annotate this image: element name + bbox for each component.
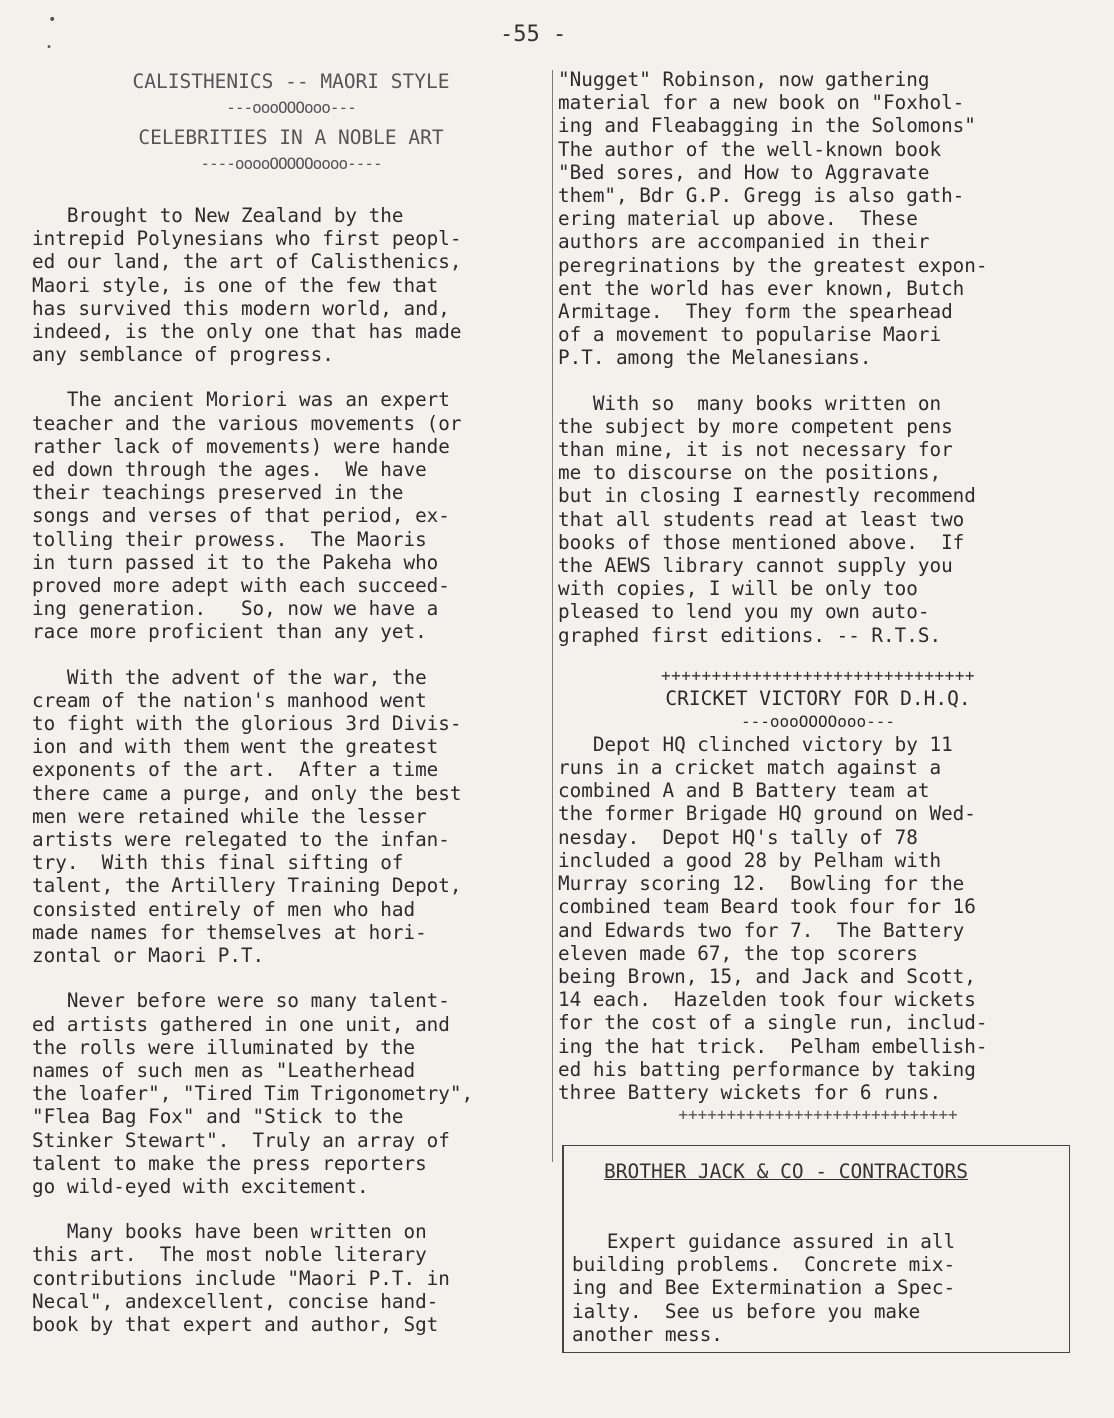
plus-separator: +++++++++++++++++++++++++++++++ [660, 665, 976, 685]
page-number: -55 - [500, 22, 567, 47]
left-column [32, 68, 550, 1336]
cricket-title-separator: ---oooOOOOooo--- [740, 711, 896, 731]
plus-separator: +++++++++++++++++++++++++++++ [678, 1105, 958, 1125]
paragraph: With the advent of the war, the cream of the nation's manhood went to fight with the glorious 3rd Divis- ion and with them went the greatest exponents of the art. After a time there came a purge, and only the best men were retained while the lesser artists were relegated to the infan- try. With this final sifting of talent, the Artillery Training Depot, consisted entirely of men who had made names for themselves at hori- zontal or Maori P.T. [32, 665, 462, 968]
paragraph: Brought to New Zealand by the intrepid Polynesians who first peopl- ed our land, the art of Calisthenics, Maori style, is one of the few that has survived this modern world, and, indeed, is the only one that has made any semblance of progress. [32, 204, 462, 367]
paragraph: Never before were so many talent- ed artists gathered in one unit, and the rolls were illuminated by the names of such men as "Leatherhead the loafer", "Tired Tim Trigonometry", "Flea Bag Fox" and "Stick to the Stinker Stewart". Truly an array of talent to make the press reporters go wild-eyed with excitement. [32, 989, 474, 1198]
article-title: CALISTHENICS -- MAORI STYLE [132, 70, 450, 93]
paragraph: The ancient Moriori was an expert teacher and the various movements (or rather lack of movements) were hande ed down through the ages. We have their teachings preserved in the songs and verses of that period, ex- tolling their prowess. The Maoris in turn passed it to the Pakeha who proved more adept with each succeed- ing generation. So, now we have a race more proficient than any yet. [32, 388, 462, 644]
cricket-article-body: Depot HQ clinched victory by 11 runs in a cricket match against a combined A and B Battery team at the former Brigade HQ ground on Wed- nesday. Depot HQ's tally of 78 included a good 28 by Pelham with Murray scoring 12. Bowling for the combined team Beard took four for 16 and Edwards two for 7. The Battery eleven made 67, the top scorers being Brown, 15, and Jack and Scott, 14 each. Hazelden took four wickets for the cost of a single run, includ- ing the hat trick. Pelham embellish- ed his batting performance by taking three Battery wickets for 6 runs. [558, 732, 988, 1104]
paragraph: "Nugget" Robinson, now gathering material for a new book on "Foxhol- ing and Fleabagging in the Solomons" The author of the well-known book "Bed sores, and How to Aggravate them", Bdr G.P. Gregg is also gath- ering material up above. These authors are accompanied in their peregrinations by the greatest expon- ent the world has ever known, Butch Armitage. They form the spearhead of a movement to popularise Maori P.T. among the Melanesians. [558, 68, 988, 370]
paragraph: Many books have been written on this art. The most noble literary contributions include "Maori P.T. in Necal", andexcellent, concise hand- book by that expert and author, Sgt [32, 1220, 450, 1336]
advertisement-body: Expert guidance assured in all building problems. Concrete mix- ing and Bee Extermination a Spec- ialty. See us before you make another mess. [572, 1230, 956, 1346]
article-subtitle: CELEBRITIES IN A NOBLE ART [138, 126, 444, 149]
paragraph: With so many books written on the subject by more competent pens than mine, it is not necessary for me to discourse on the positions, but in closing I earnestly recommend that all students read at least two books of those mentioned above. If the AEWS library cannot supply you with copies, I will be only too pleased to lend you my own auto- graphed first editions. -- R.T.S. [558, 391, 976, 647]
ink-speck: • [46, 42, 53, 53]
title-separator: ---oooOOOooo--- [226, 98, 356, 117]
ink-speck: • [48, 12, 57, 28]
cricket-article-title: CRICKET VICTORY FOR D.H.Q. [665, 686, 971, 710]
advertisement-box [562, 1145, 1070, 1353]
subtitle-separator: ----ooooOOOOOoooo---- [200, 154, 382, 173]
right-column [558, 68, 1078, 1124]
column-divider [552, 70, 553, 1162]
advertisement-title: BROTHER JACK & CO - CONTRACTORS [604, 1160, 968, 1183]
